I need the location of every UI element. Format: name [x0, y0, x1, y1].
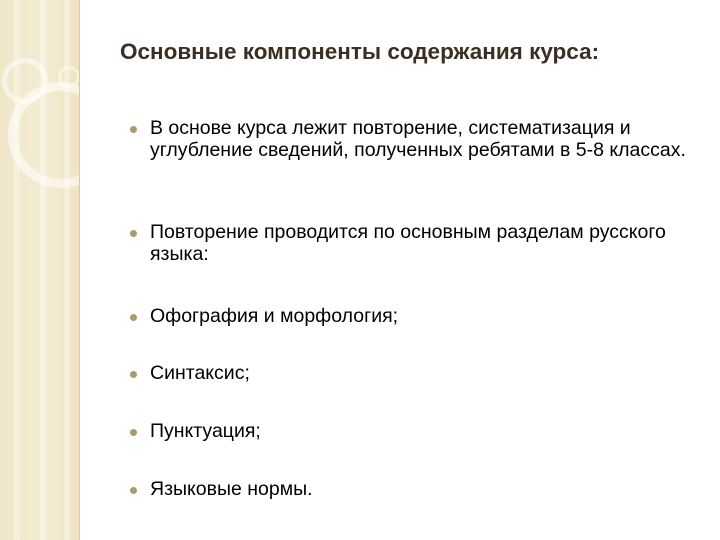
- bullet-icon: [130, 230, 137, 237]
- list-item-text: Пунктуация;: [150, 420, 261, 442]
- list-item: [130, 118, 700, 161]
- list-item-text: Синтаксис;: [150, 362, 250, 384]
- list-item-text: Офография и морфология;: [150, 305, 399, 327]
- list-item: [130, 363, 700, 385]
- list-item: [130, 306, 700, 328]
- decorative-ring-icon: [8, 82, 114, 188]
- list-item-text: Повторение проводится по основным разделам русского языка:: [150, 221, 666, 265]
- bullet-icon: [130, 126, 137, 133]
- bullet-icon: [130, 487, 137, 494]
- list-item-text: В основе курса лежит повторение, систематизация и углубление сведений, полученных ребятами в 5-8 классах.: [150, 117, 686, 161]
- list-item: [130, 479, 700, 501]
- bullet-icon: [130, 371, 137, 378]
- list-item: [130, 421, 700, 443]
- bullet-icon: [130, 429, 137, 436]
- side-divider: [79, 0, 80, 540]
- decorative-side-strip: [0, 0, 79, 540]
- slide-title: Основные компоненты содержания курса:: [120, 39, 600, 64]
- list-item-text: Языковые нормы.: [150, 478, 313, 500]
- list-item: [130, 222, 700, 265]
- bullet-icon: [130, 314, 137, 321]
